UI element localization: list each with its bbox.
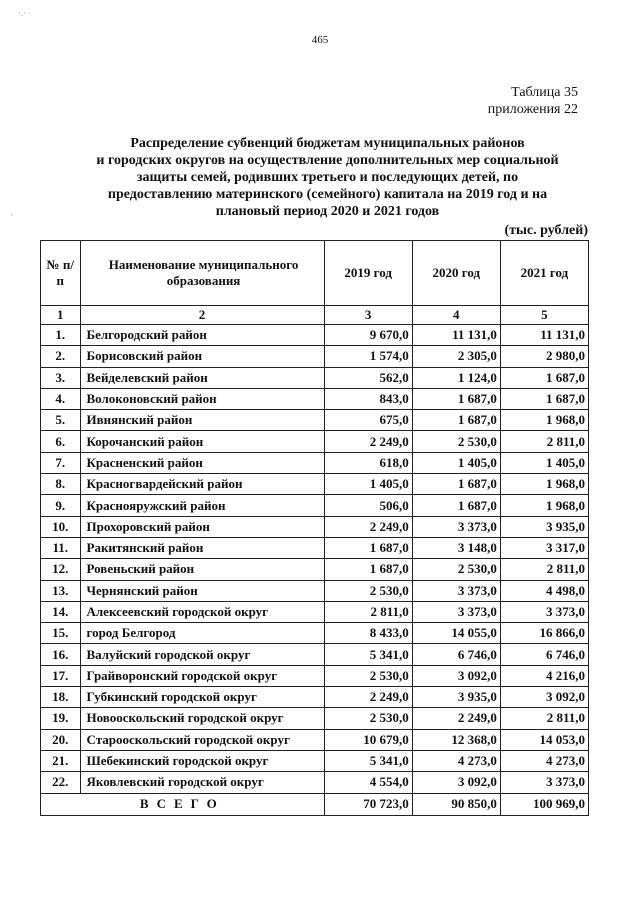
row-name: Белгородский район [80,325,324,346]
table-reference [488,84,578,118]
row-2019: 2 530,0 [324,665,412,686]
row-2020: 1 687,0 [412,410,500,431]
row-name: Красногвардейский район [80,474,324,495]
row-2020: 2 530,0 [412,559,500,580]
row-num: 13. [41,580,81,601]
row-2021: 1 687,0 [500,367,588,388]
row-2020: 1 405,0 [412,452,500,473]
row-num: 4. [41,388,81,409]
units-label: (тыс. рублей) [504,223,588,238]
row-2021: 3 373,0 [500,772,588,793]
row-name: Борисовский район [80,346,324,367]
total-2020: 90 850,0 [412,793,500,815]
row-num: 20. [41,729,81,750]
row-2021: 2 811,0 [500,431,588,452]
row-2019: 4 554,0 [324,772,412,793]
table-row [41,750,589,771]
row-2019: 9 670,0 [324,325,412,346]
title-line: защиты семей, родивших третьего и последующих детей, по [136,170,519,185]
row-2021: 3 317,0 [500,537,588,558]
title-line: Распределение субвенций бюджетам муниципальных районов [130,136,525,151]
row-2020: 1 687,0 [412,474,500,495]
row-name: Ровеньский район [80,559,324,580]
row-2019: 2 249,0 [324,431,412,452]
row-2020: 11 131,0 [412,325,500,346]
total-2019: 70 723,0 [324,793,412,815]
scan-artifact: · [10,210,13,220]
row-2019: 2 530,0 [324,580,412,601]
row-2021: 4 273,0 [500,750,588,771]
row-2019: 2 811,0 [324,601,412,622]
document-title [70,135,585,220]
table-row [41,367,589,388]
row-2021: 4 216,0 [500,665,588,686]
row-2019: 2 249,0 [324,516,412,537]
scan-artifact: ·.· · [18,8,32,18]
row-num: 9. [41,495,81,516]
row-2019: 1 687,0 [324,559,412,580]
row-2021: 1 968,0 [500,410,588,431]
column-index: 5 [500,306,588,325]
table-row [41,431,589,452]
row-name: Корочанский район [80,431,324,452]
column-index: 4 [412,306,500,325]
row-2020: 1 687,0 [412,495,500,516]
row-num: 3. [41,367,81,388]
row-2021: 1 968,0 [500,495,588,516]
row-2020: 2 249,0 [412,708,500,729]
row-2021: 2 811,0 [500,559,588,580]
row-name: Алексеевский городской округ [80,601,324,622]
row-2021: 4 498,0 [500,580,588,601]
row-2021: 1 405,0 [500,452,588,473]
header-2021: 2021 год [500,241,588,306]
row-num: 11. [41,537,81,558]
header-row [41,241,589,306]
row-2021: 6 746,0 [500,644,588,665]
row-2020: 3 092,0 [412,772,500,793]
table-row [41,729,589,750]
row-name: Шебекинский городской округ [80,750,324,771]
row-name: Красненский район [80,452,324,473]
column-index: 1 [41,306,81,325]
row-name: Прохоровский район [80,516,324,537]
row-2019: 5 341,0 [324,644,412,665]
subsidy-table [40,240,589,816]
row-2021: 16 866,0 [500,623,588,644]
row-num: 19. [41,708,81,729]
row-2021: 1 968,0 [500,474,588,495]
row-name: Вейделевский район [80,367,324,388]
row-name: Краснояружский район [80,495,324,516]
table-row [41,388,589,409]
row-2019: 1 687,0 [324,537,412,558]
row-2020: 3 092,0 [412,665,500,686]
row-2020: 14 055,0 [412,623,500,644]
row-2019: 5 341,0 [324,750,412,771]
row-name: Грайворонский городской округ [80,665,324,686]
row-2019: 675,0 [324,410,412,431]
total-row [41,793,589,815]
row-num: 7. [41,452,81,473]
row-2021: 11 131,0 [500,325,588,346]
table-ref-line-2: приложения 22 [487,102,578,117]
row-num: 18. [41,687,81,708]
row-name: Яковлевский городской округ [80,772,324,793]
row-2019: 562,0 [324,367,412,388]
page-number: 465 [311,34,329,46]
row-2020: 1 124,0 [412,367,500,388]
row-2019: 10 679,0 [324,729,412,750]
row-2021: 2 980,0 [500,346,588,367]
row-2020: 1 687,0 [412,388,500,409]
table-row [41,687,589,708]
row-2019: 2 249,0 [324,687,412,708]
table-row [41,644,589,665]
row-num: 17. [41,665,81,686]
row-2019: 618,0 [324,452,412,473]
table-row [41,601,589,622]
row-num: 6. [41,431,81,452]
row-num: 22. [41,772,81,793]
row-num: 14. [41,601,81,622]
row-num: 16. [41,644,81,665]
row-num: 21. [41,750,81,771]
title-line: предоставлению материнского (семейного) капитала на 2019 год и на [107,187,548,202]
table-row [41,580,589,601]
header-2019: 2019 год [324,241,412,306]
table-row [41,495,589,516]
table-row [41,537,589,558]
header-num: № п/п [41,241,81,306]
row-2020: 3 373,0 [412,580,500,601]
total-2021: 100 969,0 [500,793,588,815]
row-2021: 3 935,0 [500,516,588,537]
row-2021: 2 811,0 [500,708,588,729]
row-2020: 12 368,0 [412,729,500,750]
table-row [41,410,589,431]
row-2019: 8 433,0 [324,623,412,644]
row-num: 5. [41,410,81,431]
title-line: и городских округов на осуществление дополнительных мер социальной [96,153,559,168]
table-row [41,474,589,495]
row-name: Валуйский городской округ [80,644,324,665]
row-num: 15. [41,623,81,644]
table-row [41,516,589,537]
column-index: 2 [80,306,324,325]
row-2021: 3 092,0 [500,687,588,708]
row-name: Новооскольский городской округ [80,708,324,729]
row-num: 2. [41,346,81,367]
row-2020: 2 305,0 [412,346,500,367]
column-index: 3 [324,306,412,325]
table-row [41,623,589,644]
row-num: 8. [41,474,81,495]
table-row [41,346,589,367]
row-num: 10. [41,516,81,537]
row-num: 1. [41,325,81,346]
row-name: Старооскольский городской округ [80,729,324,750]
table-row [41,452,589,473]
row-name: Губкинский городской округ [80,687,324,708]
row-num: 12. [41,559,81,580]
table-row [41,708,589,729]
row-name: Волоконовский район [80,388,324,409]
row-2020: 3 373,0 [412,601,500,622]
table-ref-line-1: Таблица 35 [511,85,578,100]
row-2020: 4 273,0 [412,750,500,771]
row-2021: 3 373,0 [500,601,588,622]
column-index-row [41,306,589,325]
table-row [41,325,589,346]
title-line: плановый период 2020 и 2021 годов [215,204,440,219]
table-row [41,665,589,686]
row-2019: 843,0 [324,388,412,409]
row-2021: 1 687,0 [500,388,588,409]
row-name: город Белгород [80,623,324,644]
row-2020: 3 148,0 [412,537,500,558]
row-name: Ракитянский район [80,537,324,558]
row-2019: 2 530,0 [324,708,412,729]
table-body [41,325,589,794]
total-label: ВСЕГО [41,793,325,815]
header-name: Наименование муниципального образования [80,241,324,306]
row-2020: 2 530,0 [412,431,500,452]
row-2020: 6 746,0 [412,644,500,665]
row-2019: 506,0 [324,495,412,516]
row-2021: 14 053,0 [500,729,588,750]
row-2019: 1 574,0 [324,346,412,367]
row-2019: 1 405,0 [324,474,412,495]
row-2020: 3 935,0 [412,687,500,708]
table-row [41,772,589,793]
row-2020: 3 373,0 [412,516,500,537]
row-name: Ивнянский район [80,410,324,431]
table-row [41,559,589,580]
row-name: Чернянский район [80,580,324,601]
header-2020: 2020 год [412,241,500,306]
